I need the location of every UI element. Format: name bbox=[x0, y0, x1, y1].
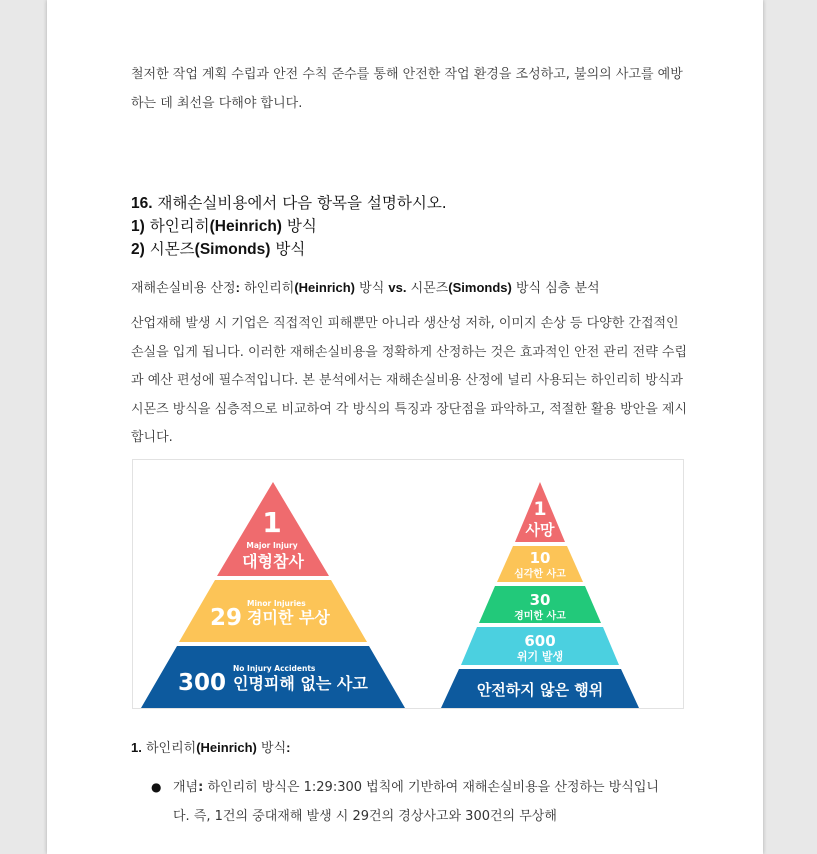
body-paragraph: 산업재해 발생 시 기업은 직접적인 피해뿐만 아니라 생산성 저하, 이미지 손상 등 다양한 간접적인 손실을 입게 됩니다. 이러한 재해손실비용을 정확하게 산정하는 것은 효과적인 안전 관리 전략 수립과 예산 편성에 필수적입니다. 본 분석에서는 재해손실비용 산정에 널리 사용되는 하인리히 방식과 시몬즈 방식을 심층적으로 비교하여 각 방식의 특징과 장단점을 파악하고, 적절한 활용 방안을 제시합니다. bbox=[131, 316, 688, 445]
heinrich-en-3: No Injury Accidents bbox=[233, 664, 316, 673]
pyramid-figure bbox=[132, 459, 684, 709]
question-title: 16. 재해손실비용에서 다음 항목을 설명하시오. bbox=[131, 194, 447, 212]
intro-paragraph: 철저한 작업 계획 수립과 안전 수칙 준수를 통해 안전한 작업 환경을 조성하고, 불의의 사고를 예방하는 데 최선을 다해야 합니다. bbox=[131, 67, 683, 111]
bird-num-4: 600 bbox=[524, 632, 556, 650]
bird-num-3: 30 bbox=[529, 591, 551, 609]
heinrich-ko-1: 대형참사 bbox=[242, 552, 304, 571]
section-1-heading: 1. 하인리히(Heinrich) 방식: bbox=[131, 740, 291, 756]
heinrich-num-3: 300 bbox=[177, 670, 227, 696]
document-page bbox=[47, 0, 763, 854]
heinrich-num-2: 29 bbox=[209, 605, 243, 631]
heinrich-ko-3: 인명피해 없는 사고 bbox=[233, 674, 368, 693]
bird-num-2: 10 bbox=[529, 549, 551, 567]
bird-ko-4: 위기 발생 bbox=[516, 650, 564, 663]
section-subtitle: 재해손실비용 산정: 하인리히(Heinrich) 방식 vs. 시몬즈(Simonds) 방식 심층 분석 bbox=[131, 280, 600, 296]
question-heading bbox=[131, 192, 447, 261]
bullet-dot-icon: ● bbox=[151, 780, 162, 794]
bird-ko-2: 심각한 사고 bbox=[514, 569, 566, 580]
heinrich-ko-2: 경미한 부상 bbox=[247, 608, 330, 627]
bird-ko-3: 경미한 사고 bbox=[514, 611, 566, 622]
heinrich-en-1: Major Injury bbox=[246, 541, 298, 550]
question-item-2: 2) 시몬즈(Simonds) 방식 bbox=[131, 240, 306, 258]
heinrich-en-2: Minor Injuries bbox=[247, 599, 306, 608]
bird-ko-1: 사망 bbox=[525, 521, 555, 539]
heinrich-num-1: 1 bbox=[262, 506, 282, 539]
bird-num-1: 1 bbox=[533, 498, 547, 520]
pyramid-svg bbox=[133, 460, 683, 708]
question-item-1: 1) 하인리히(Heinrich) 방식 bbox=[131, 217, 317, 235]
bullet-text: 개념: 하인리히 방식은 1:29:300 법칙에 기반하여 재해손실비용을 산정하는 방식입니다. 즉, 1건의 중대재해 발생 시 29건의 경상사고와 300건의 무상해 bbox=[173, 780, 659, 824]
bird-ko-5: 안전하지 않은 행위 bbox=[476, 681, 604, 699]
